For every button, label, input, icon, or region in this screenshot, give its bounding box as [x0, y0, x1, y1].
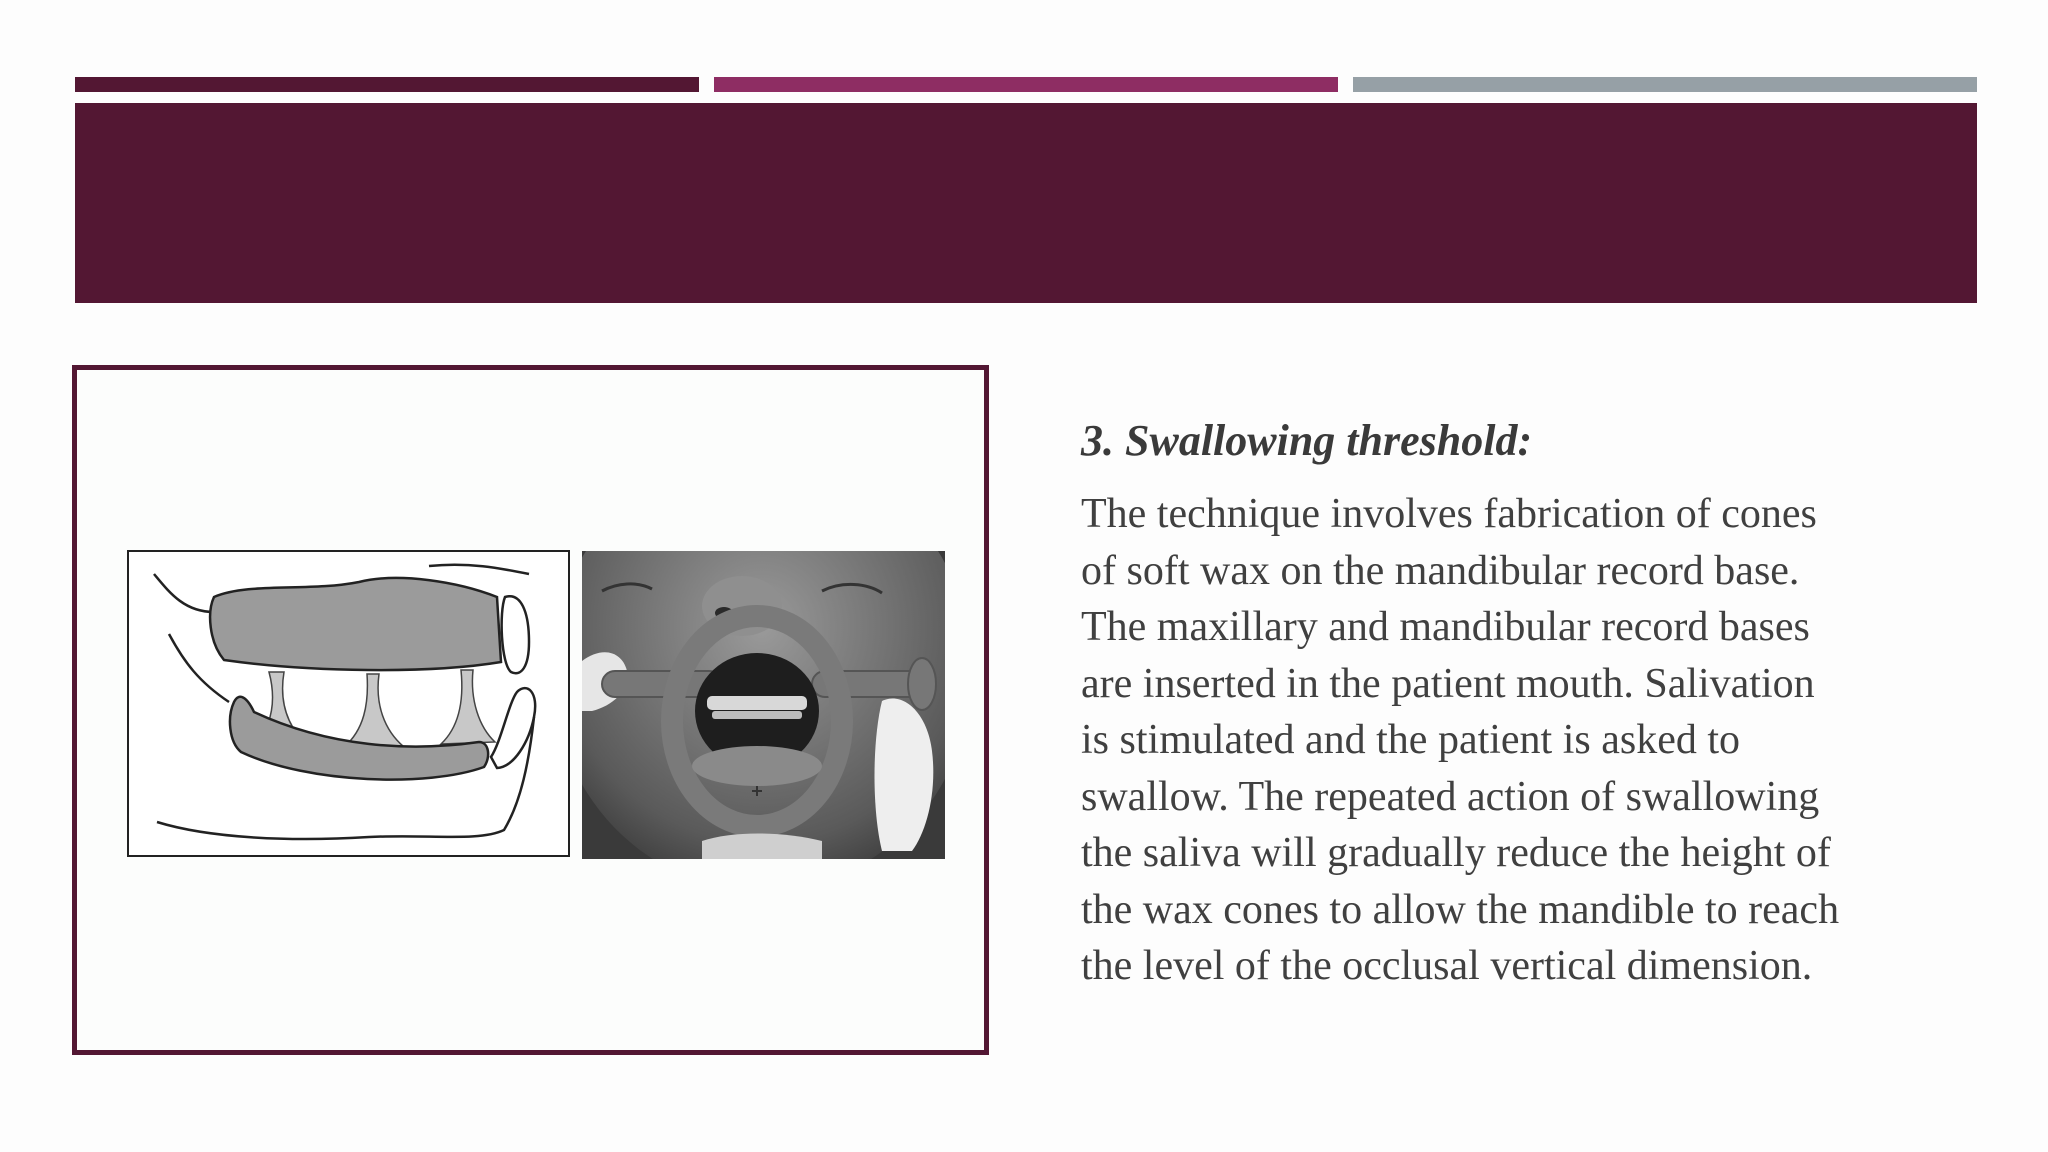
- title-band: [75, 103, 1977, 303]
- patient-photo: [582, 551, 945, 859]
- body-line: The technique involves fabrication of cones: [1081, 491, 1817, 537]
- body-line: are inserted in the patient mouth. Salivation: [1081, 660, 1815, 707]
- body-line: The maxillary and mandibular record bases: [1081, 604, 1810, 650]
- image-frame: [72, 365, 989, 1055]
- accent-bar-magenta: [714, 77, 1338, 92]
- content-text: [1081, 410, 1961, 995]
- accent-bar-dark: [75, 77, 699, 92]
- body-line: the level of the occlusal vertical dimension.: [1081, 943, 1813, 989]
- section-heading: 3. Swallowing threshold:: [1081, 416, 1533, 465]
- jaw-diagram-image: [127, 550, 570, 857]
- jaw-diagram-drawing: [129, 552, 568, 855]
- body-line: the wax cones to allow the mandible to reach: [1081, 886, 1840, 933]
- body-paragraph: [1081, 486, 1961, 995]
- body-line: is stimulated and the patient is asked to: [1081, 717, 1741, 763]
- body-line: the saliva will gradually reduce the height of: [1081, 830, 1831, 876]
- patient-photo-illustration: [582, 551, 945, 859]
- accent-bar-gray: [1353, 77, 1977, 92]
- body-line: swallow. The repeated action of swallowing: [1081, 773, 1820, 820]
- body-line: of soft wax on the mandibular record base.: [1081, 547, 1800, 594]
